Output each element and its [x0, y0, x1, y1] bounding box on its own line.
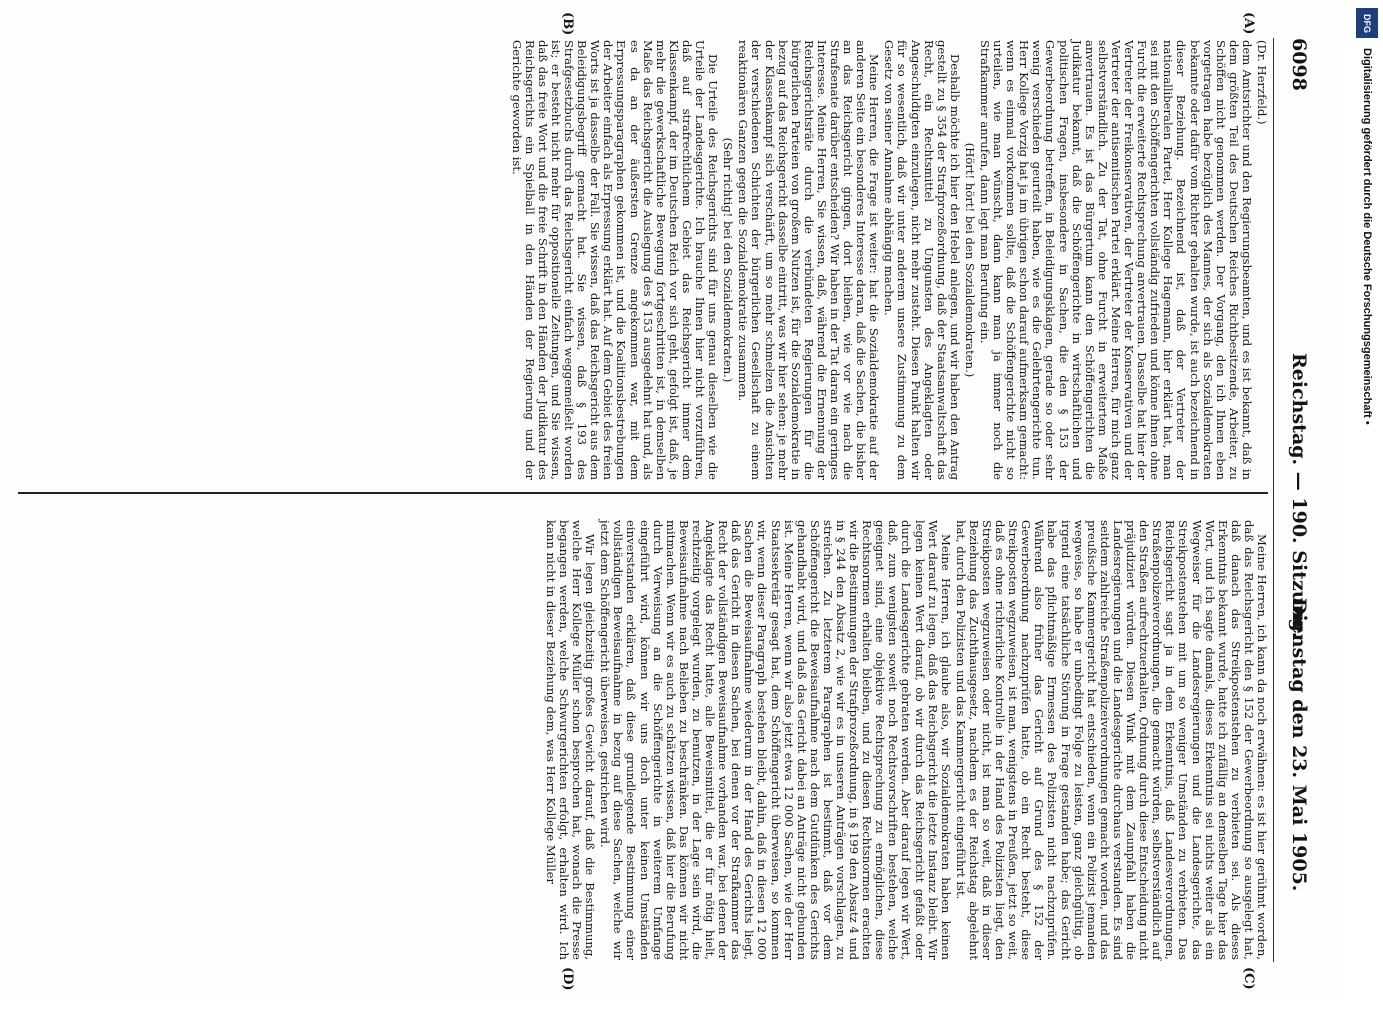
dfg-logo: DFG: [1356, 8, 1378, 38]
speaker-note: (Dr. Herzfeld.): [1255, 40, 1269, 125]
paragraph: Wir legen gleichzeitig großes Gewicht darauf, daß die Bestimmung, welche Herr Kollege Müller schon besprochen hat, wonach die Presse begangen werden, welche Schwurgerichten erfolgt, erhalten wird. Ich kann nicht in dieser Beziehung dem, was Herr Kollege Müller: [543, 520, 598, 960]
column-rule: [18, 492, 1268, 494]
paragraph: Meine Herren, die Frage ist weiter: hat die Sozialdemokratie auf der anderen Seite ein besonderes Interesse daran, daß die Sachen, die bisher an das Reichsgericht gingen, dort bleiben, wie vor wie nach die Strafsenate darüber entscheiden? Wir haben in der Tat daran ein geringes Interesse. Meine Herren, Sie wissen, daß, während die Ernennung der Reichsgerichtsräte durch die verbündeten Regierungen für die bürgerlichen Parteien von großem Nutzen ist, für die Sozialdemokratie in bezug auf das Reichsgericht dasselbe eintritt, was wir hier sehen: je mehr der Klassenkampf sich verschärft, um so mehr schmelzen die Ansichten der verschiedenen Schichten der bürgerlichen Gesellschaft zu einem reaktionären Ganzen gegen die Sozialdemokratie zusammen.: [736, 40, 882, 480]
page-header: [1276, 38, 1310, 958]
header-rule: [1273, 38, 1274, 962]
interjection: (Hört! hört! bei den Sozialdemokraten.): [962, 142, 977, 378]
paragraph: Deshalb möchte ich hier den Hebel anlegen, und wir haben den Antrag gestellt zu § 354 der Strafprozeßordnung, daß der Staatsanwaltschaft das Recht, ein Rechtsmittel zu Ungunsten des Angeklagten oder Angeschuldigten einzulegen, nicht mehr zusteht. Diesen Punkt halten wir für so wesentlich, daß wir unter anderem unsere Zustimmung zu dem Gesetz von seiner Annahme abhängig machen.: [882, 40, 962, 480]
right-text-column: [542, 520, 1268, 960]
interjection: (Sehr richtig! bei den Sozialdemokraten.): [721, 137, 736, 383]
margin-letter-c: (C): [1241, 967, 1256, 990]
running-head: Reichstag. — 190. Sitzung.: [1288, 353, 1310, 639]
session-date: Dienstag den 23. Mai 1905.: [1288, 598, 1310, 892]
page-number: 6098: [1288, 38, 1310, 91]
credit-label: Digitalisierung gefördert durch die Deutsche Forschungsgemeinschaft •: [1361, 48, 1373, 425]
paragraph: Meine Herren, ich kann da noch erwähnen: es ist hier gerühmt worden, daß das Reichsgericht den § 152 der Gewerbeordnung so ausgelegt hat, daß danach das Streikpostenstehen zu verbieten sei. Als dieses Erkenntnis bekannt wurde, hatte ich zufällig an demselben Tage hier das Wort, und ich sagte damals, dieses Erkenntnis sei nichts weiter als ein Wegweiser für die Landesregierungen und die Landesgerichte, das Streikpostenstehen mit um so weniger Umständen zu verbieten. Das Reichsgericht sagt ja in dem Erkenntnis, daß Landesverordnungen, Straßenpolizeiverordnungen, die gemacht würden, selbstverständlich auf den Straßen aufrechtzuerhalten, Ordnung durch diese Entscheidung nicht präjudiziert würden. Diesen Wink mit dem Zaunpfahl haben die Landesregierungen und die Landesgerichte durchaus verstanden. Es sind seitdem zahlreiche Straßenpolizeiverordnungen gemacht worden, und das preußische Kammergericht hat entschieden, wenn ein Polizist jemanden wegweise, so habe er unbedingt Folge zu leisten, ganz gleichgültig, ob irgend eine tatsächliche Störung in Frage gestanden habe; das Gericht habe das pflichtmäßige Ermessen des Polizisten nicht nachzuprüfen. Während also früher das Gericht auf Grund des § 152 der Gewerbeordnung nachzuprüfen hatte, ob ein Recht besteht, diese Streikposten wegzuweisen, ist man, wenigstens in Preußen, jetzt so weit, daß es ohne richterliche Kontrolle in der Hand des Polizisten liegt, den Streikposten wegzuweisen oder nicht, ist man so weit, daß in dieser Beziehung das Zuchthausgesetz, nachdem es der Reichstag abgelehnt hat, durch den Polizisten und das Kammergericht eingeführt ist.: [953, 520, 1269, 960]
left-text-column: [508, 40, 1268, 480]
margin-letter-a: (A): [1241, 12, 1256, 35]
paragraph: dem Amtsrichter und den Regierungsbeamten, und es ist bekannt, daß in dem größten Teil des Deutschen Reiches Richtbesitzende, Arbeiter, zu Schöffen nicht genommen werden. Der Vorgang, den ich Ihnen eben vorgetragen habe bezüglich des Mannes, der sich als Sozialdemokraten bekannte oder dafür vom Richter gehalten wurde, ist auch bezeichnend in dieser Beziehung. Bezeichnend ist, daß der Vertreter der nationalliberalen Partei, Herr Kollege Hagemann, hier erklärt hat, man sei mit den Schöffengerichten vollständig zufrieden und könne ihnen ohne Furcht die erweiterte Rechtsprechung anvertrauen. Dasselbe hat hier der Vertreter der Freikonservativen, der Vertreter der Konservativen und der Vertreter der antisemitischen Partei erklärt. Meine Herren, für mich ganz selbstverständlich. Zu der Tat, ohne Furcht in erweitertem Maße anvertrauen. Es ist das Bürgertum kann den Schöffengerichten die Judikatur bekannt, daß die Schöffengerichte in wirtschaftlichen und politischen Fragen, insbesondere in Sachen, die den § 153 der Gewerbeordnung betreffen, in Beleidigungsklagen, gerade so oder sehr wenig verschieden geurteilt haben, wie es die Gelehrtengerichte tun. Herr Kollege Vorzig hat ja im übrigen schon darauf aufmerksam gemacht: wenn es einmal vorkommen sollte, daß die Schöffengerichte nicht so urteilen, wie man wünscht, dann kann man ja immer noch die Strafkammer anrufen, dann legt man Berufung ein.: [978, 40, 1254, 480]
margin-letter-b: (B): [560, 12, 575, 36]
margin-letter-d: (D): [560, 967, 575, 991]
digitization-credit: [1352, 8, 1382, 988]
credit-text: [1352, 8, 1382, 1028]
paragraph: Meine Herren, ich glaube also, wir Sozialdemokraten haben keinen Wert darauf zu legen, daß das Reichsgericht die letzte Instanz bleibt. Wir legen keinen Wert darauf, ob wir durch das Reichsgericht gefaßt oder durch die Landesgerichte gebraten werden. Aber darauf legen wir Wert, daß, zum wenigsten soweit noch Rechtsvorschriften bestehen, welche geeignet sind, eine objektive Rechtsprechung zu ermöglichen, diese Rechtsnormen erhalten bleiben, und zu diesen Rechtsnormen erachten wir die Bestimmungen der Strafprozeßordnung, in § 199 den Absatz 4 und in § 244 den Absatz 2, wie wir es in unseren Anträgen vorschlagen, zu streichen. Zu letzterem Paragraphen ist bestimmt, daß vor dem Schöffengericht die Beweisaufnahme nach dem Gutdünken des Gerichts gehandhabt wird, und daß das Gericht dabei an Anträge nicht gebunden ist. Meine Herren, wenn wir also jetzt etwa 12 000 Sachen, wie der Herr Staatssekretär gesagt hat, dem Schöffengericht überweisen, so kommen wir, wenn dieser Paragraph bestehen bleibt, dahin, daß in diesen 12 000 Sachen die Beweisaufnahme wiederum in der Hand des Gerichts liegt, daß das Gericht in diesen Sachen, bei denen vor der Strafkammer das Recht der vollständigen Beweisaufnahme vorhanden war, bei denen der Angeklagte das Recht hatte, alle Beweismittel, die er für nötig hielt, rechtzeitig vorgelegt wurden, zu benutzen, in der Lage sein wird, die Beweisaufnahme nach Belieben zu beschränken. Das können wir nicht mitmachen. Wenn wir es auch zu schätzen wissen, daß hier die Berufung durch Verweisung an die Schöffengerichte in weiterem Umfange eingeführt wird, können wir uns doch unter keinen Umständen einverstanden erklären, daß diese grundlegende Bestimmung einer vollständigen Beweisaufnahme in bezug auf diese Sachen, welche wir jetzt dem Schöffengericht überweisen, gestrichen wird.: [598, 520, 953, 960]
paragraph: Die Urteile des Reichsgerichts sind für uns genau dieselben wie die Urteile der Landesgerichte. Ich brauche Ihnen hier nicht vorzuführen, daß auf strafrechtlichem Gebiet das Reichsgericht immer dem Klassenkampf, der im Deutschen Reich vor sich geht, gefolgt ist, daß, je mehr die gewerkschaftliche Bewegung fortgeschritten ist, in demselben Maße das Reichsgericht die Auslegung des § 153 ausgedehnt hat und, als es da an der äußersten Grenze angekommen war, mit dem Erpressungsparagraphen gekommen ist, und die Koalitionsbestrebungen der Arbeiter einfach als Erpressung erklärt hat. Auf dem Gebiet des freien Worts ist ja dasselbe der Fall. Sie wissen, daß das Reichsgericht aus dem Beleidigungsbegriff gemacht hat. Sie wissen, daß § 193 des Strafgesetzbuchs durch das Reichsgericht einfach weggemeißelt worden ist; er besteht nicht mehr für oppositionelle Zeitungen, und Sie wissen, daß das freie Wort und die freie Schrift in den Händen der Judikatur des Reichsgerichts ein Spielball in den Händen der Regierung und der Gerichte geworden ist.: [509, 40, 721, 480]
